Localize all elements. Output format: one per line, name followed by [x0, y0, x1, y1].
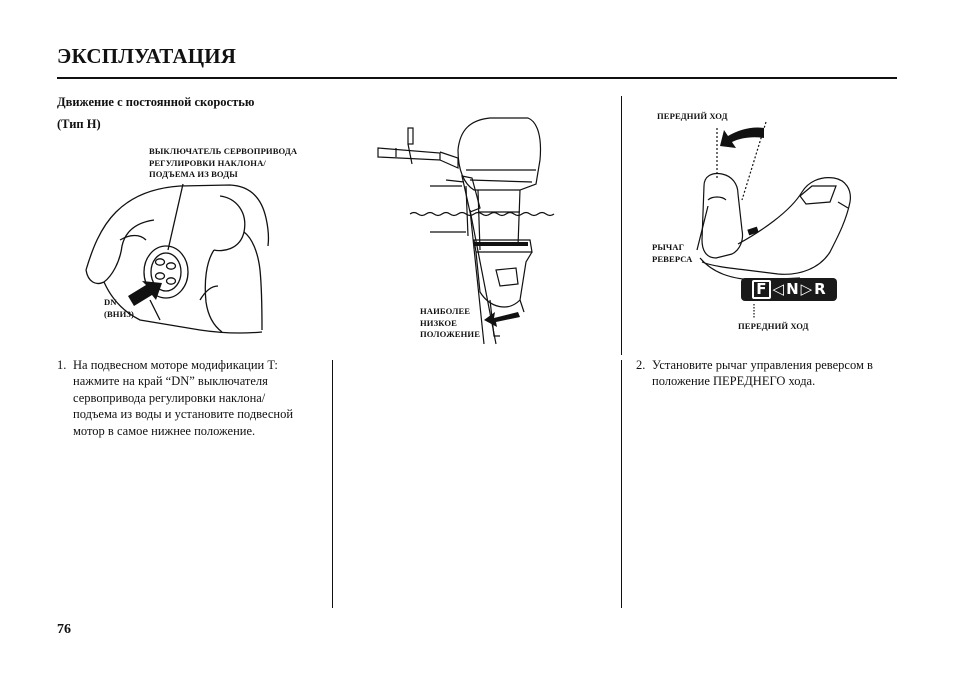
right-triangle-icon: ▷: [800, 280, 813, 298]
section-title: ЭКСПЛУАТАЦИЯ: [57, 44, 237, 68]
page-number: 76: [57, 622, 71, 637]
step-2: [636, 357, 906, 397]
step-2-number: 2.: [636, 358, 646, 372]
forward-mark: F: [752, 280, 770, 299]
step-2-text: Установите рычаг управления реверсом в положение ПЕРЕДНЕГО хода.: [652, 358, 873, 389]
forward-label-bottom: ПЕРЕДНИЙ ХОД: [738, 321, 809, 331]
left-triangle-icon: ◁: [772, 280, 785, 298]
forward-label-top: ПЕРЕДНИЙ ХОД: [657, 111, 728, 121]
tilt-switch-label: ВЫКЛЮЧАТЕЛЬ СЕРВОПРИВОДА РЕГУЛИРОВКИ НАКЛОНА/ ПОДЪЕМА ИЗ ВОДЫ: [149, 146, 298, 179]
lowest-position-label: НАИБОЛЕЕ НИЗКОЕ ПОЛОЖЕНИЕ: [420, 306, 481, 339]
subsection-heading: Движение с постоянной скоростью: [57, 95, 255, 109]
neutral-mark: N: [786, 280, 799, 298]
reverse-lever-label: РЫЧАГ РЕВЕРСА: [652, 242, 693, 264]
step-1: [57, 357, 327, 447]
type-heading: (Тип H): [57, 117, 101, 131]
reverse-mark: R: [814, 280, 826, 298]
forward-arrow: [720, 127, 764, 148]
step-1-number: 1.: [57, 358, 67, 372]
forward-neutral-reverse-indicator: [741, 278, 837, 301]
dn-label: DN (ВНИЗ): [104, 297, 134, 319]
step-1-text: На подвесном моторе модификации T: нажмите на край “DN” выключателя сервопривода регулировки наклона/ подъема из воды и установите подвесной мотор в самое нижнее положение.: [73, 358, 294, 438]
